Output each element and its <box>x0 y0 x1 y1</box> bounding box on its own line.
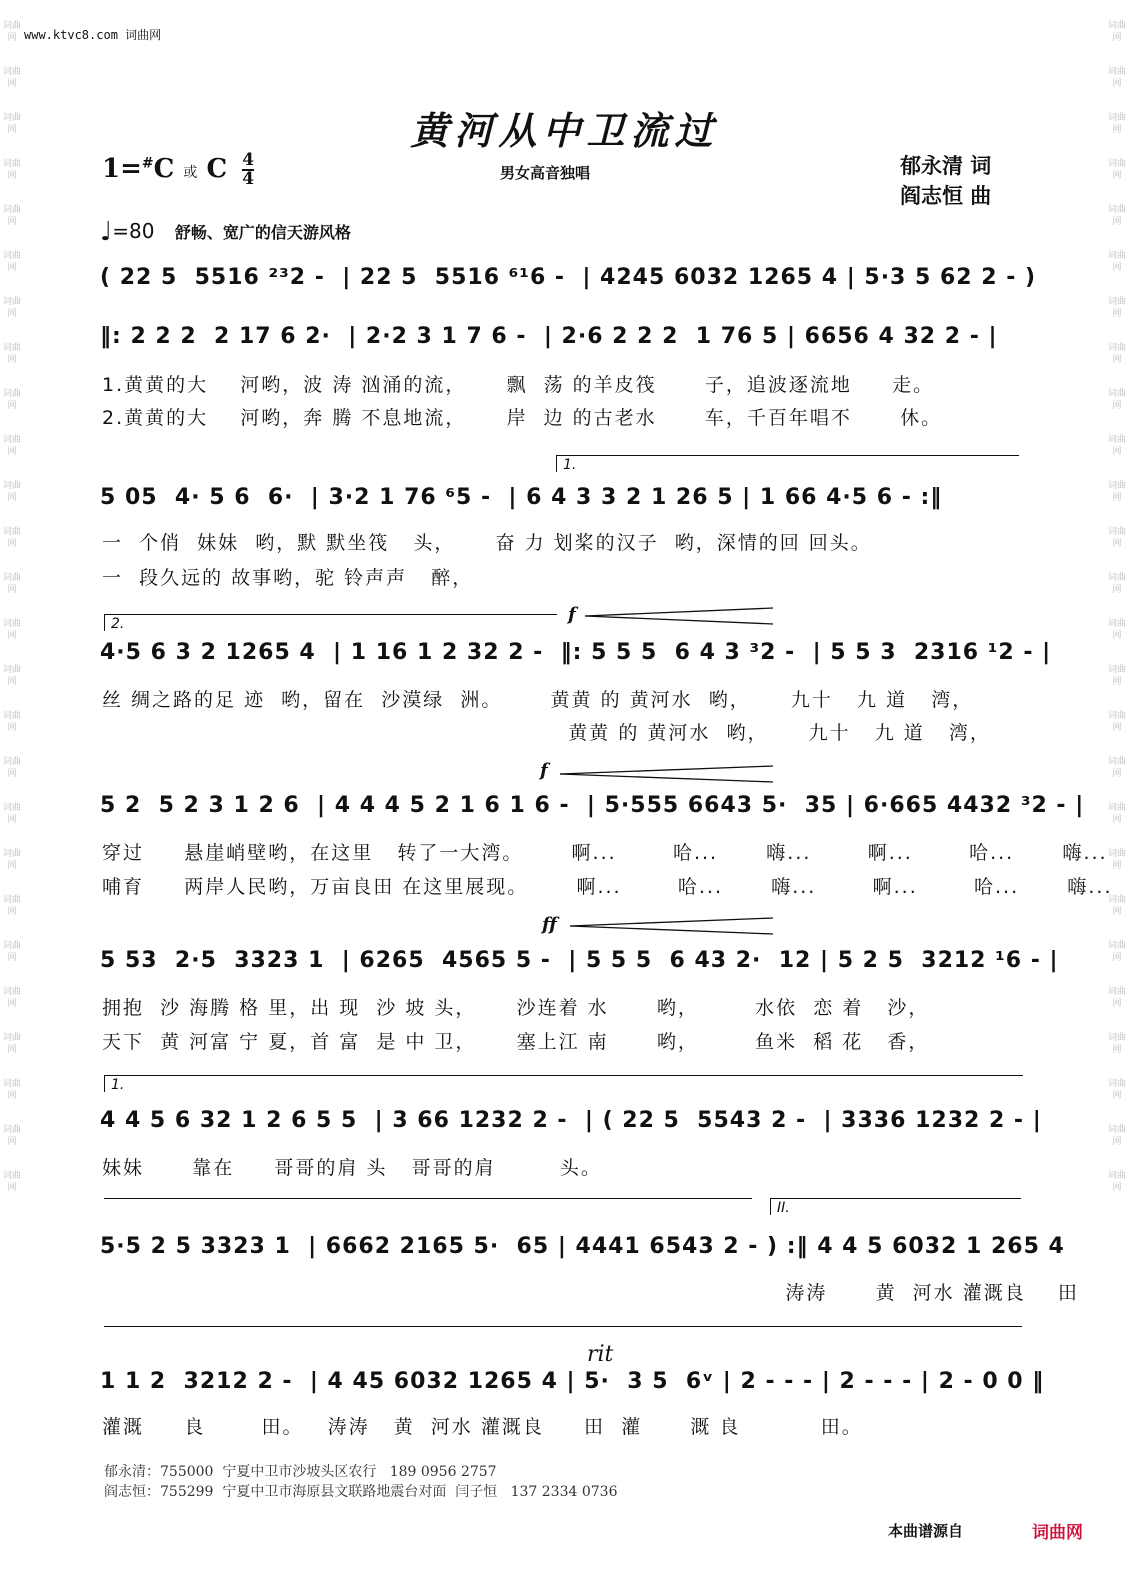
volta-bracket <box>104 1198 752 1215</box>
watermark-text: 词曲网 <box>1108 665 1127 687</box>
lyric-line: 妹妹 靠在 哥哥的肩 头 哥哥的肩 头。 <box>102 1157 602 1179</box>
lyric-line: 穿过 悬崖峭壁哟，在这里 转了一大湾。 啊... 哈... 嗨... 啊... 哈... 嗨... <box>102 842 1108 864</box>
right-watermark-strip <box>1108 20 1126 1216</box>
watermark-text: 词曲网 <box>1108 619 1127 641</box>
watermark-text: 词曲网 <box>1108 389 1127 411</box>
watermark-text: 词曲网 <box>1108 481 1127 503</box>
watermark-text: 词曲网 <box>3 205 22 227</box>
song-title: 黄河从中卫流过 <box>410 108 719 153</box>
watermark-text: 词曲网 <box>1108 21 1127 43</box>
watermark-text: 词曲网 <box>3 895 22 917</box>
watermark-text: 词曲网 <box>3 711 22 733</box>
music-line: 5 53 2·5 3323 1 | 6265 4565 5 - | 5 5 5 6 43 2· 12 | 5 2 5 3212 ¹6 - | <box>100 948 1059 973</box>
music-line: 5·5 2 5 3323 1 | 6662 2165 5· 65 | 4441 6543 2 - ) :‖ 4 4 5 6032 1 265 4 <box>100 1234 1065 1259</box>
lyric-line: 一 段久远的 故事哟，驼 铃声声 醉， <box>102 567 474 589</box>
volta-bracket: 1. <box>104 1075 1023 1092</box>
quarter-note-icon: ♩ <box>100 217 113 247</box>
watermark-text: 词曲网 <box>1108 1125 1127 1147</box>
crescendo-hairpin <box>560 764 775 784</box>
watermark-text: 词曲网 <box>1108 711 1127 733</box>
watermark-text: 词曲网 <box>1108 527 1127 549</box>
source-label: 本曲谱源自 <box>888 1522 964 1540</box>
watermark-text: 词曲网 <box>3 573 22 595</box>
watermark-text: 词曲网 <box>1108 113 1127 135</box>
watermark-text: 词曲网 <box>3 389 22 411</box>
lyricist: 郁永清 词 <box>900 154 992 178</box>
watermark-text: 词曲网 <box>3 159 22 181</box>
lyric-line: 涛涛 黄 河水 灌溉良 田 <box>102 1282 1079 1304</box>
watermark-text: 词曲网 <box>1108 849 1127 871</box>
tempo-marking: ♩=80 舒畅、宽广的信天游风格 <box>100 217 351 247</box>
watermark-text: 词曲网 <box>1108 159 1127 181</box>
watermark-text: 词曲网 <box>3 251 22 273</box>
lyric-line: 哺育 两岸人民哟，万亩良田 在这里展现。 啊... 哈... 嗨... 啊... 哈... 嗨... <box>102 876 1113 898</box>
volta-bracket: 2. <box>104 614 557 631</box>
composer: 阎志恒 曲 <box>900 184 992 208</box>
watermark-text: 词曲网 <box>3 849 22 871</box>
contact-lyricist: 郁永清：755000 宁夏中卫市沙坡头区农行 189 0956 2757 <box>104 1464 497 1480</box>
watermark-text: 词曲网 <box>3 1033 22 1055</box>
watermark-text: 词曲网 <box>1108 757 1127 779</box>
music-line: ‖: 2 2 2 2 17 6 2· | 2·2 3 1 7 6 - | 2·6 2 2 2 1 76 5 | 6656 4 32 2 - | <box>100 324 998 349</box>
watermark-text: 词曲网 <box>3 803 22 825</box>
key-signature: 1=#C 或 C $\frac{4}{4}$ <box>102 150 255 189</box>
watermark-text: 词曲网 <box>1108 205 1127 227</box>
watermark-text: 词曲网 <box>3 619 22 641</box>
contact-composer: 阎志恒：755299 宁夏中卫市海原县文联路地震台对面 闫子恒 137 2334 0736 <box>104 1484 618 1500</box>
music-line: 5 05 4· 5 6 6· | 3·2 1 76 ⁶5 - | 6 4 3 3 2 1 26 5 | 1 66 4·5 6 - :‖ <box>100 485 943 510</box>
watermark-text: 词曲网 <box>1108 297 1127 319</box>
watermark-text: 词曲网 <box>1108 941 1127 963</box>
watermark-text: 词曲网 <box>3 113 22 135</box>
ritardando-marking: rit <box>587 1342 614 1367</box>
source-brand-link[interactable]: 词曲网 <box>1032 1523 1083 1543</box>
watermark-text: 词曲网 <box>1108 1171 1127 1193</box>
style-marking: 舒畅、宽广的信天游风格 <box>174 223 351 242</box>
dynamic-marking: f <box>568 604 576 625</box>
dynamic-marking: ff <box>542 914 557 935</box>
watermark-text: 词曲网 <box>1108 895 1127 917</box>
volta-bracket <box>104 1326 1022 1343</box>
volta-bracket: 1. <box>556 455 1019 472</box>
watermark-text: 词曲网 <box>1108 1033 1127 1055</box>
music-line: 5 2 5 2 3 1 2 6 | 4 4 4 5 2 1 6 1 6 - | 5·555 6643 5· 35 | 6·665 4432 ³2 - | <box>100 793 1085 818</box>
watermark-text: 词曲网 <box>3 343 22 365</box>
watermark-text: 词曲网 <box>3 1171 22 1193</box>
watermark-text: 词曲网 <box>3 481 22 503</box>
watermark-text: 词曲网 <box>1108 987 1127 1009</box>
watermark-text: 词曲网 <box>3 757 22 779</box>
watermark-text: 词曲网 <box>3 987 22 1009</box>
crescendo-hairpin <box>570 916 775 936</box>
dynamic-marking: f <box>540 760 548 781</box>
lyric-line: 2.黄黄的大 河哟，奔 腾 不息地流， 岸 边 的古老水 车，千百年唱不 休。 <box>102 407 943 429</box>
music-line: 4·5 6 3 2 1265 4 | 1 16 1 2 32 2 - ‖: 5 5 5 6 4 3 ³2 - | 5 5 3 2316 ¹2 - | <box>100 640 1052 665</box>
watermark-text: 词曲网 <box>1108 435 1127 457</box>
watermark-text: 词曲网 <box>1108 67 1127 89</box>
watermark-text: 词曲网 <box>3 21 22 43</box>
watermark-text: 词曲网 <box>3 665 22 687</box>
lyric-line: 拥抱 沙 海腾 格 里，出 现 沙 坡 头， 沙连着 水 哟， 水依 恋 着 沙， <box>102 997 930 1019</box>
music-line: ( 22 5 5516 ²³2 - | 22 5 5516 ⁶¹6 - | 4245 6032 1265 4 | 5·3 5 62 2 - ) <box>100 265 1037 290</box>
watermark-text: 词曲网 <box>3 527 22 549</box>
watermark-text: 词曲网 <box>3 1125 22 1147</box>
watermark-text: 词曲网 <box>3 1079 22 1101</box>
lyric-line: 一 个俏 妹妹 哟，默 默坐筏 头， 奋 力 划桨的汉子 哟，深情的回 回头。 <box>102 532 872 554</box>
music-line: 4 4 5 6 32 1 2 6 5 5 | 3 66 1232 2 - | ( 22 5 5543 2 - | 3336 1232 2 - | <box>100 1108 1042 1133</box>
performance-note: 男女高音独唱 <box>500 164 591 182</box>
watermark-text: 词曲网 <box>3 297 22 319</box>
watermark-text: 词曲网 <box>1108 251 1127 273</box>
left-watermark-strip <box>3 20 21 1216</box>
music-line: 1 1 2 3212 2 - | 4 45 6032 1265 4 | 5· 3 5 6ᵛ | 2 - - - | 2 - - - | 2 - 0 0 ‖ <box>100 1369 1045 1394</box>
lyric-line: 天下 黄 河富 宁 夏，首 富 是 中 卫， 塞上江 南 哟， 鱼米 稻 花 香， <box>102 1031 930 1053</box>
crescendo-hairpin <box>585 606 775 626</box>
lyric-line: 1.黄黄的大 河哟，波 涛 汹涌的流， 飘 荡 的羊皮筏 子，追波逐流地 走。 <box>102 374 935 396</box>
watermark-text: 词曲网 <box>1108 573 1127 595</box>
lyric-line: 黄黄 的 黄河水 哟， 九十 九 道 湾， <box>102 722 991 744</box>
watermark-text: 词曲网 <box>3 435 22 457</box>
watermark-text: 词曲网 <box>1108 343 1127 365</box>
lyric-line: 灌溉 良 田。 涛涛 黄 河水 灌溉良 田 灌 溉 良 田。 <box>102 1416 863 1438</box>
lyric-line: 丝 绸之路的足 迹 哟，留在 沙漠绿 洲。 黄黄 的 黄河水 哟， 九十 九 道 湾， <box>102 689 974 711</box>
watermark-text: 词曲网 <box>3 941 22 963</box>
time-signature: $\frac{4}{4}$ <box>242 150 255 189</box>
watermark-text: 词曲网 <box>1108 803 1127 825</box>
watermark-text: 词曲网 <box>1108 1079 1127 1101</box>
watermark-text: 词曲网 <box>3 67 22 89</box>
volta-bracket: II. <box>770 1198 1021 1215</box>
site-url[interactable]: www.ktvc8.com 词曲网 <box>24 28 162 42</box>
